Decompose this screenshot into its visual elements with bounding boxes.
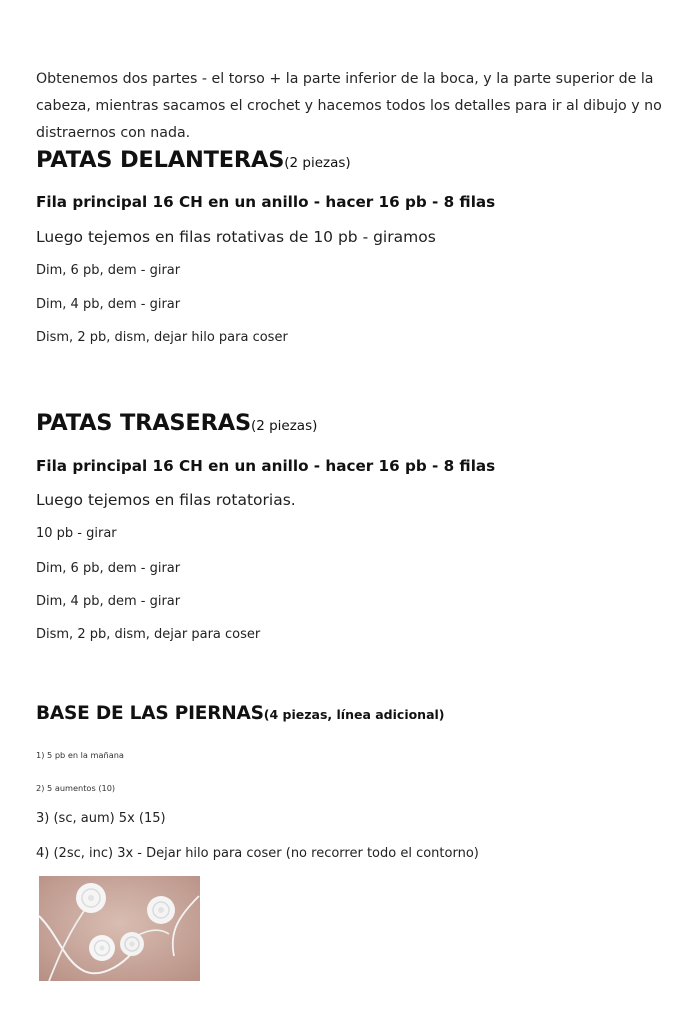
intro-paragraph: Obtenemos dos partes - el torso + la parte inferior de la boca, y la parte superior de la cabeza, mientras sacamos el crochet y hacemos todos los detalles para ir al dibujo y no distraernos con nada. [36,71,662,141]
back-legs-count-note: (2 piezas) [250,418,318,434]
crochet-disc [76,883,106,913]
back-legs-step: Dism, 2 pb, dism, dejar para coser [36,627,261,642]
crochet-pieces-photo [39,876,200,981]
back-legs-title: PATAS TRASERAS [36,410,251,436]
front-legs-rows-note: Luego tejemos en filas rotativas de 10 pb - giramos [36,228,436,246]
leg-base-count-note: (4 piezas, línea adicional) [263,707,445,722]
front-legs-count-note: (2 piezas) [284,155,351,171]
back-legs-step: 10 pb - girar [36,526,117,541]
leg-base-step: 3) (sc, aum) 5x (15) [36,811,166,826]
leg-base-step: 2) 5 aumentos (10) [36,783,116,793]
crochet-disc [89,935,115,961]
front-legs-main-row: Fila principal 16 CH en un anillo - hacer 16 pb - 8 filas [36,193,496,211]
crochet-disc [147,896,175,924]
front-legs-title: PATAS DELANTERAS [36,147,285,173]
crochet-pieces-illustration [39,876,200,981]
back-legs-step: Dim, 4 pb, dem - girar [36,594,181,609]
leg-base-title: BASE DE LAS PIERNAS [36,703,264,724]
leg-base-step: 1) 5 pb en la mañana [36,750,124,760]
crochet-disc [120,932,144,956]
front-legs-step: Dism, 2 pb, dism, dejar hilo para coser [36,330,288,345]
back-legs-main-row: Fila principal 16 CH en un anillo - hacer 16 pb - 8 filas [36,457,496,475]
front-legs-step: Dim, 6 pb, dem - girar [36,263,181,278]
back-legs-step: Dim, 6 pb, dem - girar [36,561,181,576]
front-legs-heading [36,147,351,173]
leg-base-step: 4) (2sc, inc) 3x - Dejar hilo para coser (no recorrer todo el contorno) [36,846,479,861]
leg-base-heading [36,703,445,724]
front-legs-step: Dim, 4 pb, dem - girar [36,297,181,312]
back-legs-rows-note: Luego tejemos en filas rotatorias. [36,491,296,509]
back-legs-heading [36,410,317,436]
